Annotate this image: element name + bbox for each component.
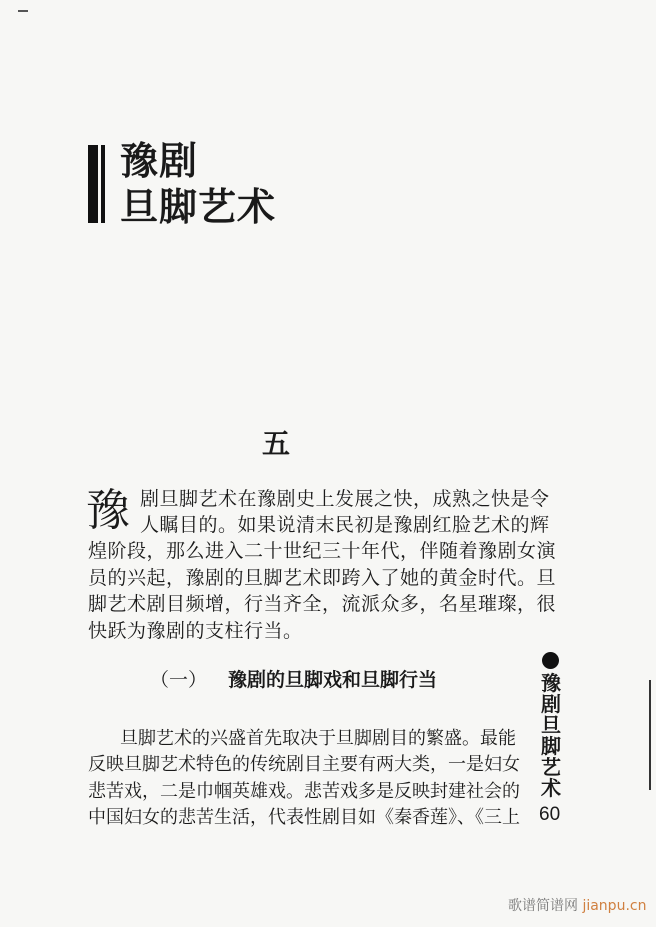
page-edge-line bbox=[649, 680, 651, 790]
scan-mark bbox=[18, 10, 28, 12]
paragraph-line: 脚艺术剧目频增，行当齐全，流派众多，名星璀璨，很 bbox=[88, 593, 557, 615]
side-char: 剧 bbox=[541, 692, 561, 716]
chapter-title bbox=[120, 138, 276, 230]
drop-cap: 豫 bbox=[86, 485, 130, 536]
paragraph-line: 反映旦脚艺术特色的传统剧目主要有两大类，一是妇女 bbox=[88, 754, 520, 775]
paragraph-line: 煌阶段，那么进入二十世纪三十年代，伴随着豫剧女演 bbox=[88, 540, 557, 562]
bullet-dot-icon bbox=[542, 652, 559, 669]
paragraph-line: 快跃为豫剧的支柱行当。 bbox=[88, 620, 303, 642]
subsection-title: 豫剧的旦脚戏和旦脚行当 bbox=[228, 669, 438, 691]
paragraph-line: 悲苦戏，二是巾帼英雄戏。悲苦戏多是反映封建社会的 bbox=[88, 781, 520, 802]
paragraph-line: 中国妇女的悲苦生活，代表性剧目如《秦香莲》、《三上 bbox=[88, 807, 520, 828]
title-bar bbox=[88, 145, 98, 223]
side-char: 艺 bbox=[541, 755, 561, 779]
watermark-url: jianpu.cn bbox=[582, 898, 647, 914]
paragraph-line: 旦脚艺术的兴盛首先取决于旦脚剧目的繁盛。最能 bbox=[120, 728, 516, 749]
side-char: 术 bbox=[541, 776, 561, 800]
page-number: 60 bbox=[539, 804, 561, 825]
paragraph-line: 人瞩目的。如果说清末民初是豫剧红脸艺术的辉 bbox=[140, 514, 550, 536]
watermark-cn: 歌谱简谱网 bbox=[508, 898, 578, 914]
watermark bbox=[508, 895, 646, 915]
paragraph-line: 员的兴起，豫剧的旦脚艺术即跨入了她的黄金时代。旦 bbox=[88, 567, 557, 589]
title-bar-thin bbox=[101, 145, 105, 223]
side-tab-title bbox=[540, 673, 562, 799]
paragraph-line: 剧旦脚艺术在豫剧史上发展之快，成熟之快是令 bbox=[140, 488, 550, 510]
title-line-2: 旦脚艺术 bbox=[120, 185, 277, 229]
section-number: 五 bbox=[262, 427, 291, 460]
side-char: 旦 bbox=[541, 713, 561, 737]
side-char: 脚 bbox=[541, 734, 561, 758]
side-char: 豫 bbox=[541, 671, 561, 695]
subsection-number: （一） bbox=[150, 669, 208, 691]
title-line-1: 豫剧 bbox=[120, 139, 199, 183]
